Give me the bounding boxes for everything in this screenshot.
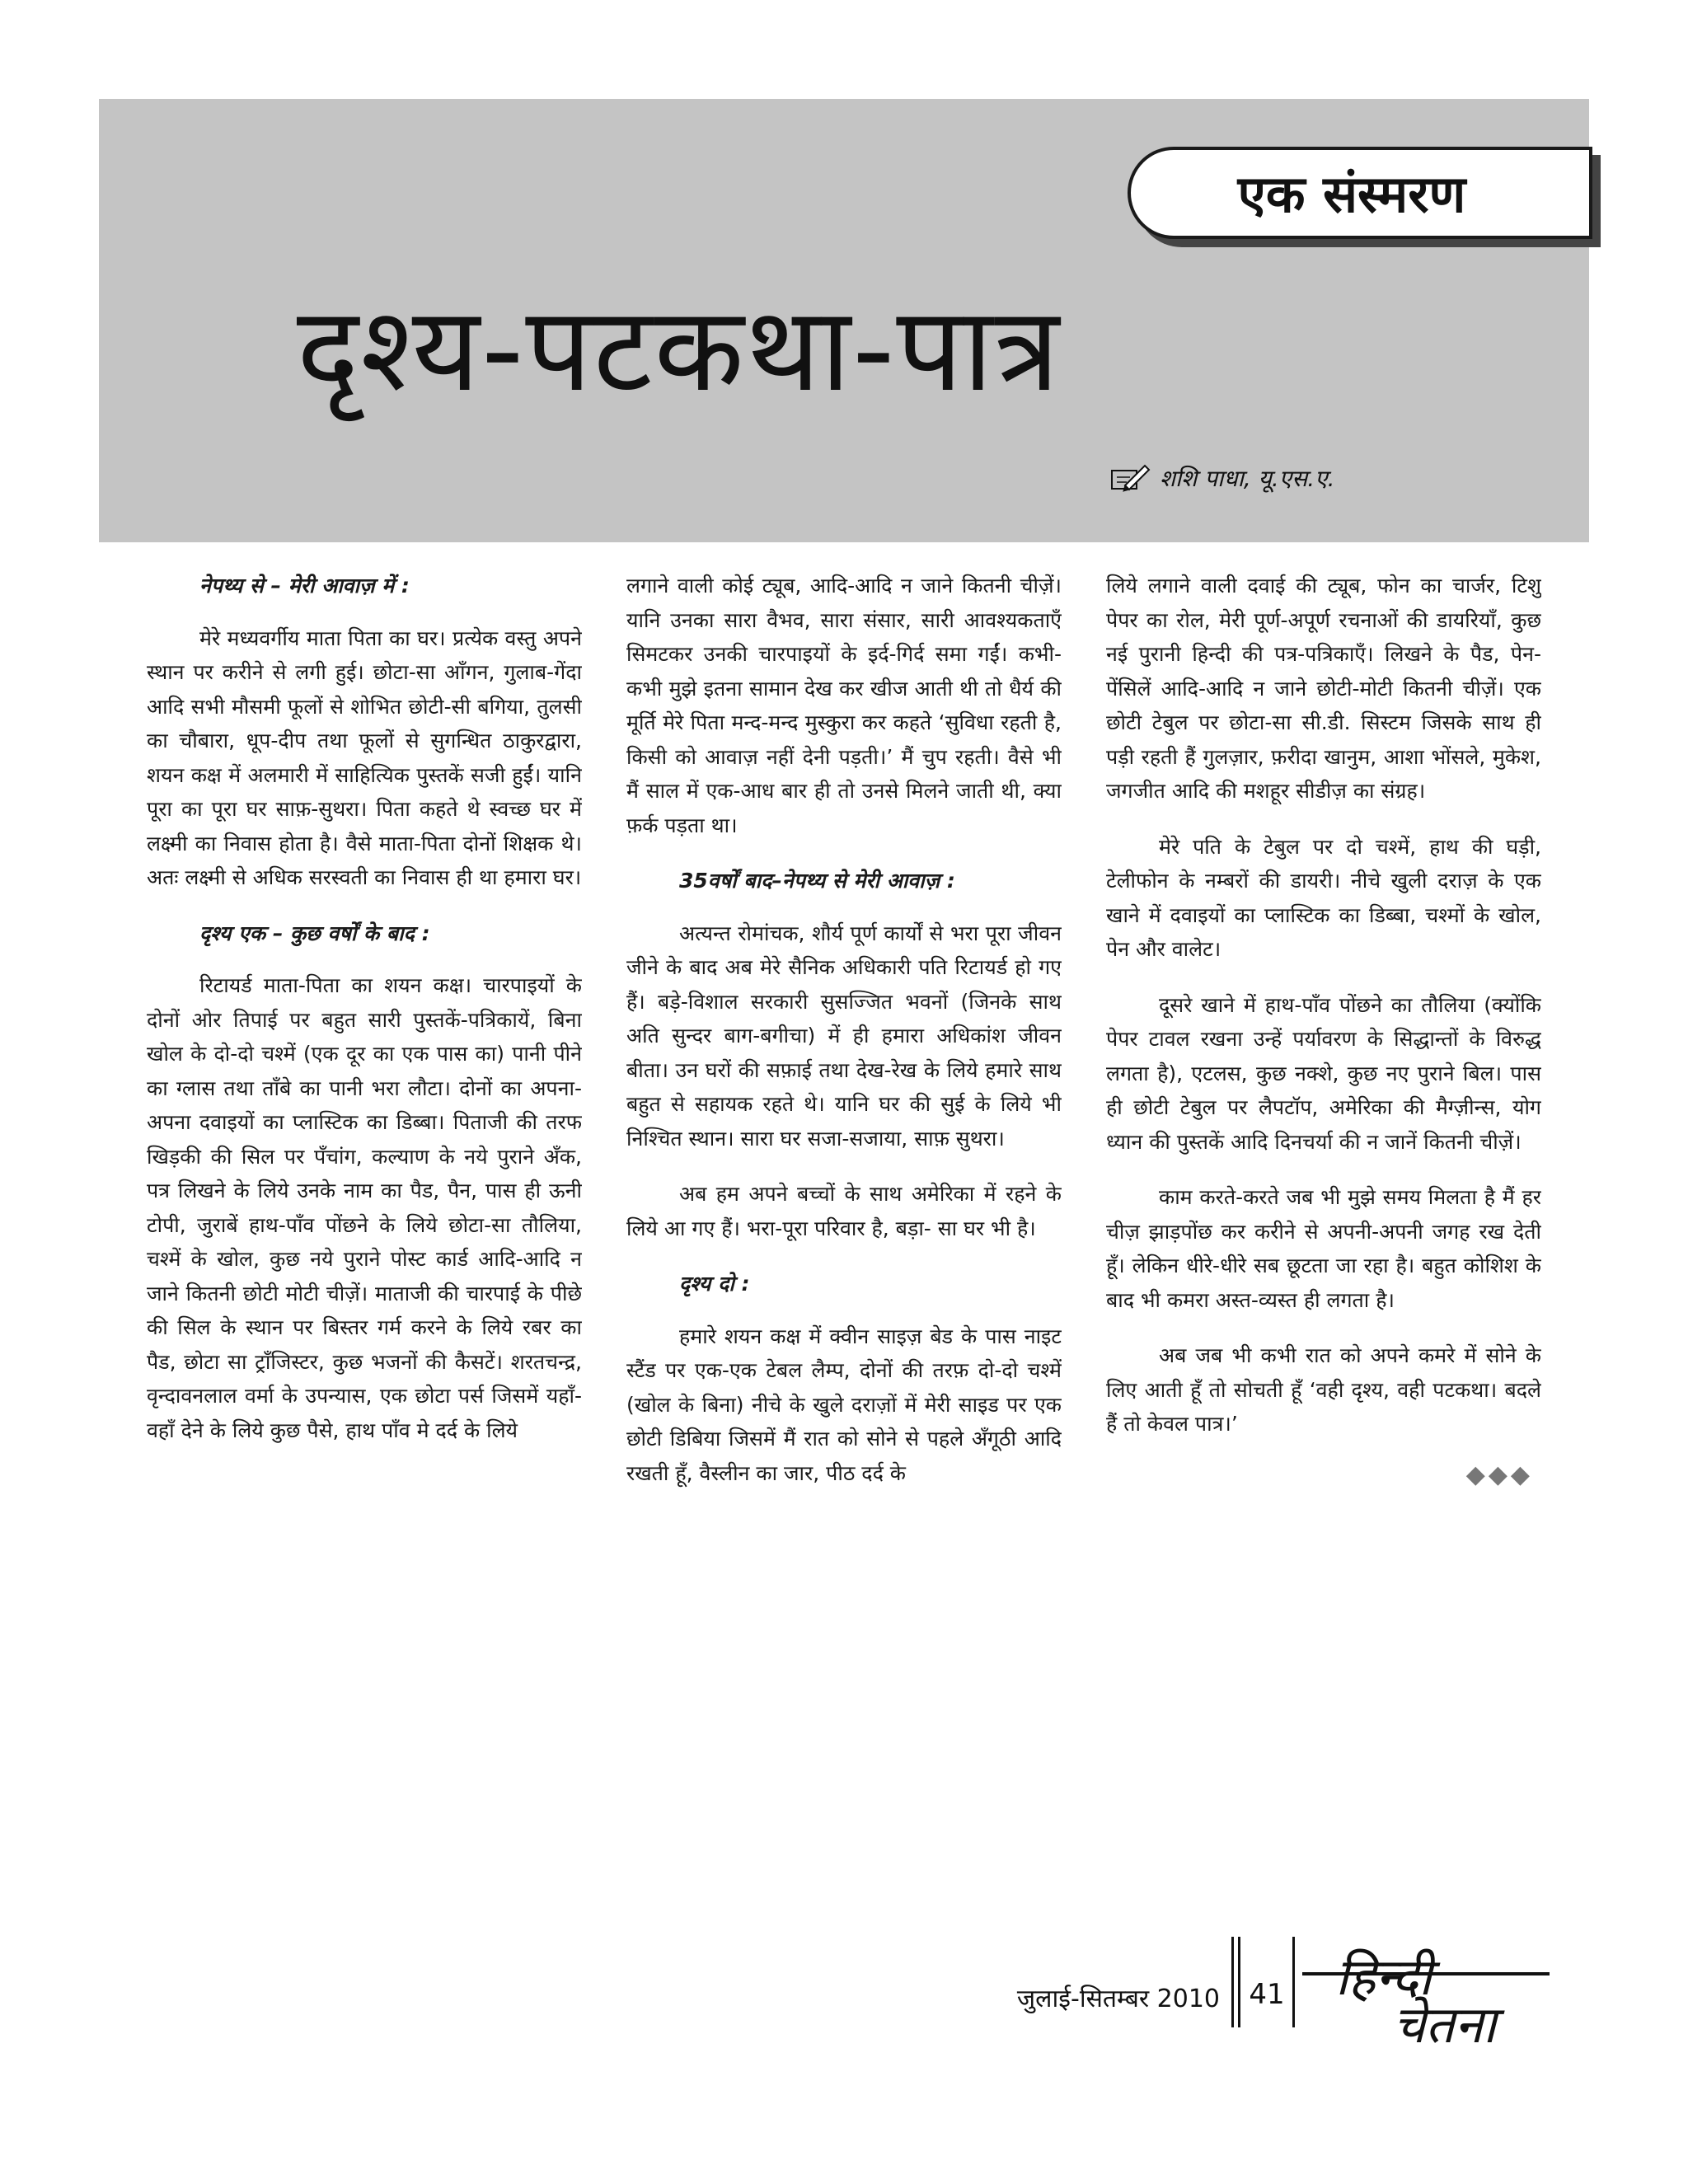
paragraph: अत्यन्त रोमांचक, शौर्य पूर्ण कार्यों से भरा पूरा जीवन जीने के बाद अब मेरे सैनिक अधिकारी पति रिटायर्ड हो गए हैं। बड़े-विशाल सरकारी सुसज्जित भवनों (जिनके साथ अति सुन्दर बाग-बगीचा) में ही हमारा अधिकांश जीवन बीता। उन घरों की सफ़ाई तथा देख-रेख के लिये हमारे साथ बहुत से सहायक रहते थे। यानि घर की सुई के लिये भी निश्चित स्थान। सारा घर सजा-सजाया, साफ़ सुथरा। xyxy=(626,921,1062,1151)
issue-date: जुलाई-सितम्बर 2010 xyxy=(1016,1985,1220,2013)
paragraph: मेरे मध्यवर्गीय माता पिता का घर। प्रत्येक वस्तु अपने स्थान पर करीने से लगी हुई। छोटा-सा आँगन, गुलाब-गेंदा आदि सभी मौसमी फूलों से शोभित छोटी-सी बगिया, तुलसी का चौबारा, धूप-दीप तथा फूलों से सुगन्धित ठाकुरद्वारा, शयन कक्ष में अलमारी में साहित्यिक पुस्तकें सजी हुईं। यानि पूरा का पूरा घर साफ़-सुथरा। पिता कहते थे स्वच्छ घर में लक्ष्मी का निवास होता है। वैसे माता-पिता दोनों शिक्षक थे। अतः लक्ष्मी से अधिक सरस्वती का निवास ही था हमारा घर। xyxy=(147,626,582,889)
article-column-1 xyxy=(147,569,582,1887)
byline xyxy=(1109,457,1335,499)
footer-divider xyxy=(1292,1937,1295,2027)
pen-writing-icon xyxy=(1109,462,1151,494)
paragraph: अब जब भी कभी रात को अपने कमरे में सोने के लिए आती हूँ तो सोचती हूँ ‘वही दृश्य, वही पटकथा। बदले हैं तो केवल पात्र।’ xyxy=(1106,1343,1541,1436)
end-mark: ◆◆◆ xyxy=(1465,1460,1533,1489)
paragraph: लिये लगाने वाली दवाई की ट्यूब, फोन का चार्जर, टिशु पेपर का रोल, मेरी पूर्ण-अपूर्ण रचनाओं की डायरियाँ, कुछ नई पुरानी हिन्दी की पत्र-पत्रिकाएँ। लिखने के पैड, पेन-पेंसिलें आदि-आदि न जाने छोटी-मोटी कितनी चीज़ें। एक छोटी टेबुल पर छोटा-सा सी.डी. सिस्टम जिसके साथ ही पड़ी रहती हैं गुलज़ार, फ़रीदा खानुम, आशा भोंसले, मुकेश, जगजीत आदि की मशहूर सीडीज़ का संग्रह। xyxy=(1106,574,1541,803)
category-tab xyxy=(1128,147,1592,239)
article-column-3 xyxy=(1106,569,1541,1887)
section-heading: दृश्य एक – कुछ वर्षों के बाद : xyxy=(199,921,430,945)
section-heading: नेपथ्य से – मेरी आवाज़ में : xyxy=(199,574,410,598)
logo-word: हिन्दी xyxy=(1335,1947,1432,2007)
footer-divider xyxy=(1238,1937,1240,2027)
paragraph: दूसरे खाने में हाथ-पाँव पोंछने का तौलिया (क्योंकि पेपर टावल रखना उन्हें पर्यावरण के सिद्धान्तों के विरुद्ध लगता है), एटलस, कुछ नक्शे, कुछ नए पुराने बिल। पास ही छोटी टेबुल पर लैपटॉप, अमेरिका की मैग्ज़ीन्स, योग ध्यान की पुस्तकें आदि दिनचर्या की न जानें कितनी चीज़ें। xyxy=(1106,992,1541,1154)
paragraph: मेरे पति के टेबुल पर दो चश्में, हाथ की घड़ी, टेलीफोन के नम्बरों की डायरी। नीचे खुली दराज़ के एक खाने में दवाइयों का प्लास्टिक का डिब्बा, चश्मों के खोल, पेन और वालेट। xyxy=(1106,834,1541,961)
category-label: एक संस्मरण xyxy=(1237,164,1466,224)
page-number: 41 xyxy=(1249,1978,1285,2011)
paragraph: अब हम अपने बच्चों के साथ अमेरिका में रहने के लिये आ गए हैं। भरा-पूरा परिवार है, बड़ा- सा घर भी है। xyxy=(626,1182,1062,1240)
section-heading: 35वर्षों बाद–नेपथ्य से मेरी आवाज़ : xyxy=(679,869,955,893)
section-heading: दृश्य दो : xyxy=(679,1272,750,1296)
article-title: दृश्य-पटकथा-पात्र xyxy=(297,282,1062,418)
paragraph: रिटायर्ड माता-पिता का शयन कक्ष। चारपाइयों के दोनों ओर तिपाई पर बहुत सारी पुस्तकें-पत्रिकायें, बिना खोल के दो-दो चश्में (एक दूर का एक पास का) पानी पीने का ग्लास तथा ताँबे का पानी भरा लौटा। दोनों का अपना-अपना दवाइयों का प्लास्टिक का डिब्बा। पिताजी की तरफ खिड़की की सिल पर पँचांग, कल्याण के नये पुराने अँक, पत्र लिखने के लिये उनके नाम का पैड, पैन, पास ही ऊनी टोपी, जुराबें हाथ-पाँव पोंछने के लिये छोटा-सा तौलिया, चश्में के खोल, कुछ नये पुराने पोस्ट कार्ड आदि-आदि न जाने कितनी छोटी मोटी चीज़ें। माताजी की चारपाई के पीछे की सिल के स्थान पर बिस्तर गर्म करने के लिये रबर का पैड, छोटा सा ट्राँजिस्टर, कुछ भजनों की कैसटें। शरतचन्द्र, वृन्दावनलाल वर्मा के उपन्यास, एक छोटा पर्स जिसमें यहाँ-वहाँ देने के लिये कुछ पैसे, हाथ पाँव मे दर्द के लिये xyxy=(147,973,582,1442)
author-name: शशि पाधा, यू.एस.ए. xyxy=(1160,465,1335,492)
footer-divider xyxy=(1231,1937,1234,2027)
logo-word: चेतना xyxy=(1393,1994,1497,2055)
paragraph: काम करते-करते जब भी मुझे समय मिलता है मैं हर चीज़ झाड़पोंछ कर करीने से अपनी-अपनी जगह रख देती हूँ। लेकिन धीरे-धीरे सब छूटता जा रहा है। बहुत कोशिश के बाद भी कमरा अस्त-व्यस्त ही लगता है। xyxy=(1106,1185,1541,1312)
article-column-2 xyxy=(626,569,1062,1887)
paragraph: लगाने वाली कोई ट्यूब, आदि-आदि न जाने कितनी चीज़ें। यानि उनका सारा वैभव, सारा संसार, सारी आवश्यकताएँ सिमटकर उनकी चारपाइयों के इर्द-गिर्द समा गईं। कभी-कभी मुझे इतना सामान देख कर खीज आती थी तो धैर्य की मूर्ति मेरे पिता मन्द-मन्द मुस्कुरा कर कहते ‘सुविधा रहती है, किसी को आवाज़ नहीं देनी पड़ती।’ मैं चुप रहती। वैसे भी मैं साल में एक-आध बार ही तो उनसे मिलने जाती थी, क्या फ़र्क पड़ता था। xyxy=(626,574,1062,837)
magazine-logo xyxy=(1302,1941,1550,2055)
paragraph: हमारे शयन कक्ष में क्वीन साइज़ बेड के पास नाइट स्टैंड पर एक-एक टेबल लैम्प, दोनों की तरफ़ दो-दो चश्में (खोल के बिना) नीचे के खुले दराज़ों में मेरी साइड पर एक छोटी डिबिया जिसमें मैं रात को सोने से पहले अँगूठी आदि रखती हूँ, वैस्लीन का जार, पीठ दर्द के xyxy=(626,1324,1062,1485)
